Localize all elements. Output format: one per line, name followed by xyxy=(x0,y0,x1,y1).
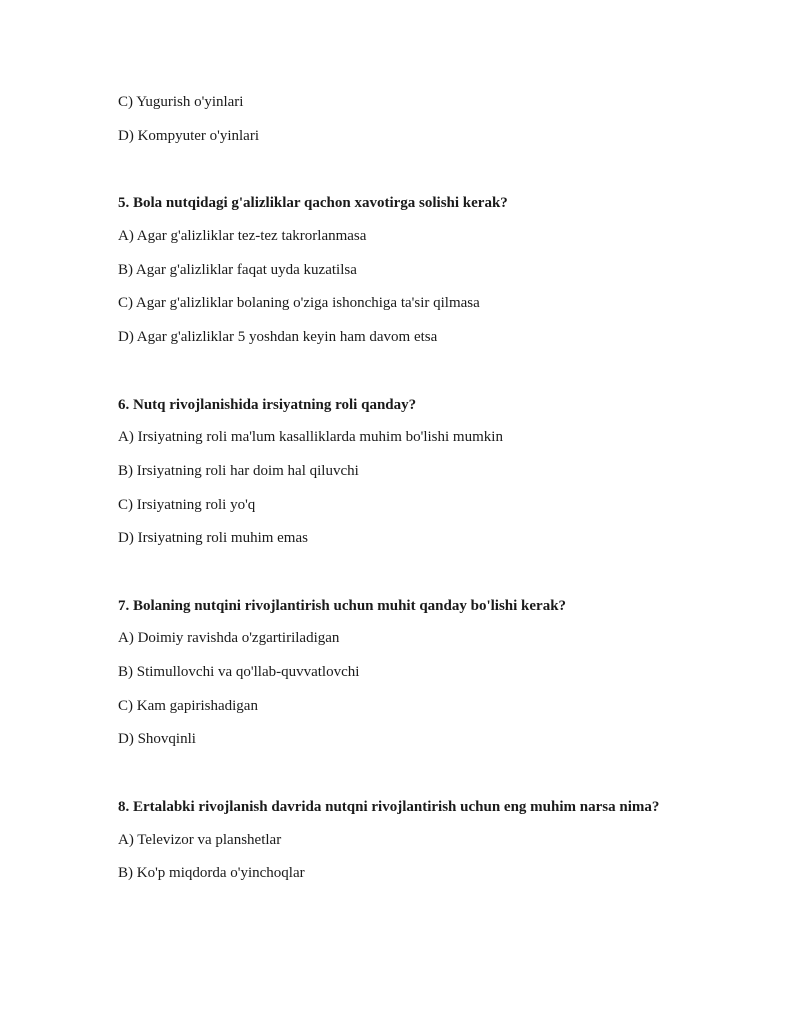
question-text: 7. Bolaning nutqini rivojlantirish uchun muhit qanday bo'lishi kerak? xyxy=(118,597,567,614)
answer-option: D) Irsiyatning roli muhim emas xyxy=(118,530,308,547)
answer-option: D) Shovqinli xyxy=(118,731,196,748)
question-7 xyxy=(118,596,678,750)
answer-option: B) Agar g'alizliklar faqat uyda kuzatilsa xyxy=(118,261,357,278)
question-8 xyxy=(118,797,678,883)
answer-option: B) Ko'p miqdorda o'yinchoqlar xyxy=(118,865,305,882)
answer-option: A) Agar g'alizliklar tez-tez takrorlanmasa xyxy=(118,227,367,244)
answer-option: B) Stimullovchi va qo'llab-quvvatlovchi xyxy=(118,664,360,681)
answer-option: C) Yugurish o'yinlari xyxy=(118,94,244,110)
document-page xyxy=(118,92,678,897)
answer-option: C) Kam gapirishadigan xyxy=(118,697,258,714)
answer-option: A) Irsiyatning roli ma'lum kasalliklarda muhim bo'lishi mumkin xyxy=(118,429,503,446)
question-text: 6. Nutq rivojlanishida irsiyatning roli qanday? xyxy=(118,396,417,413)
answer-option: B) Irsiyatning roli har doim hal qiluvchi xyxy=(118,462,359,479)
answer-option: A) Televizor va planshetlar xyxy=(118,831,282,848)
question-text: 8. Ertalabki rivojlanish davrida nutqni rivojlantirish uchun eng muhim narsa nima? xyxy=(118,799,660,816)
answer-option: C) Agar g'alizliklar bolaning o'ziga ishonchiga ta'sir qilmasa xyxy=(118,295,480,312)
question-5 xyxy=(118,193,678,347)
answer-option: C) Irsiyatning roli yo'q xyxy=(118,496,256,513)
answer-option: D) Agar g'alizliklar 5 yoshdan keyin ham davom etsa xyxy=(118,328,438,345)
question-text: 5. Bola nutqidagi g'alizliklar qachon xavotirga solishi kerak? xyxy=(118,195,508,212)
answer-option: D) Kompyuter o'yinlari xyxy=(118,127,260,144)
answer-option: A) Doimiy ravishda o'zgartiriladigan xyxy=(118,630,340,647)
question-4-tail xyxy=(118,92,678,146)
question-6 xyxy=(118,395,678,549)
